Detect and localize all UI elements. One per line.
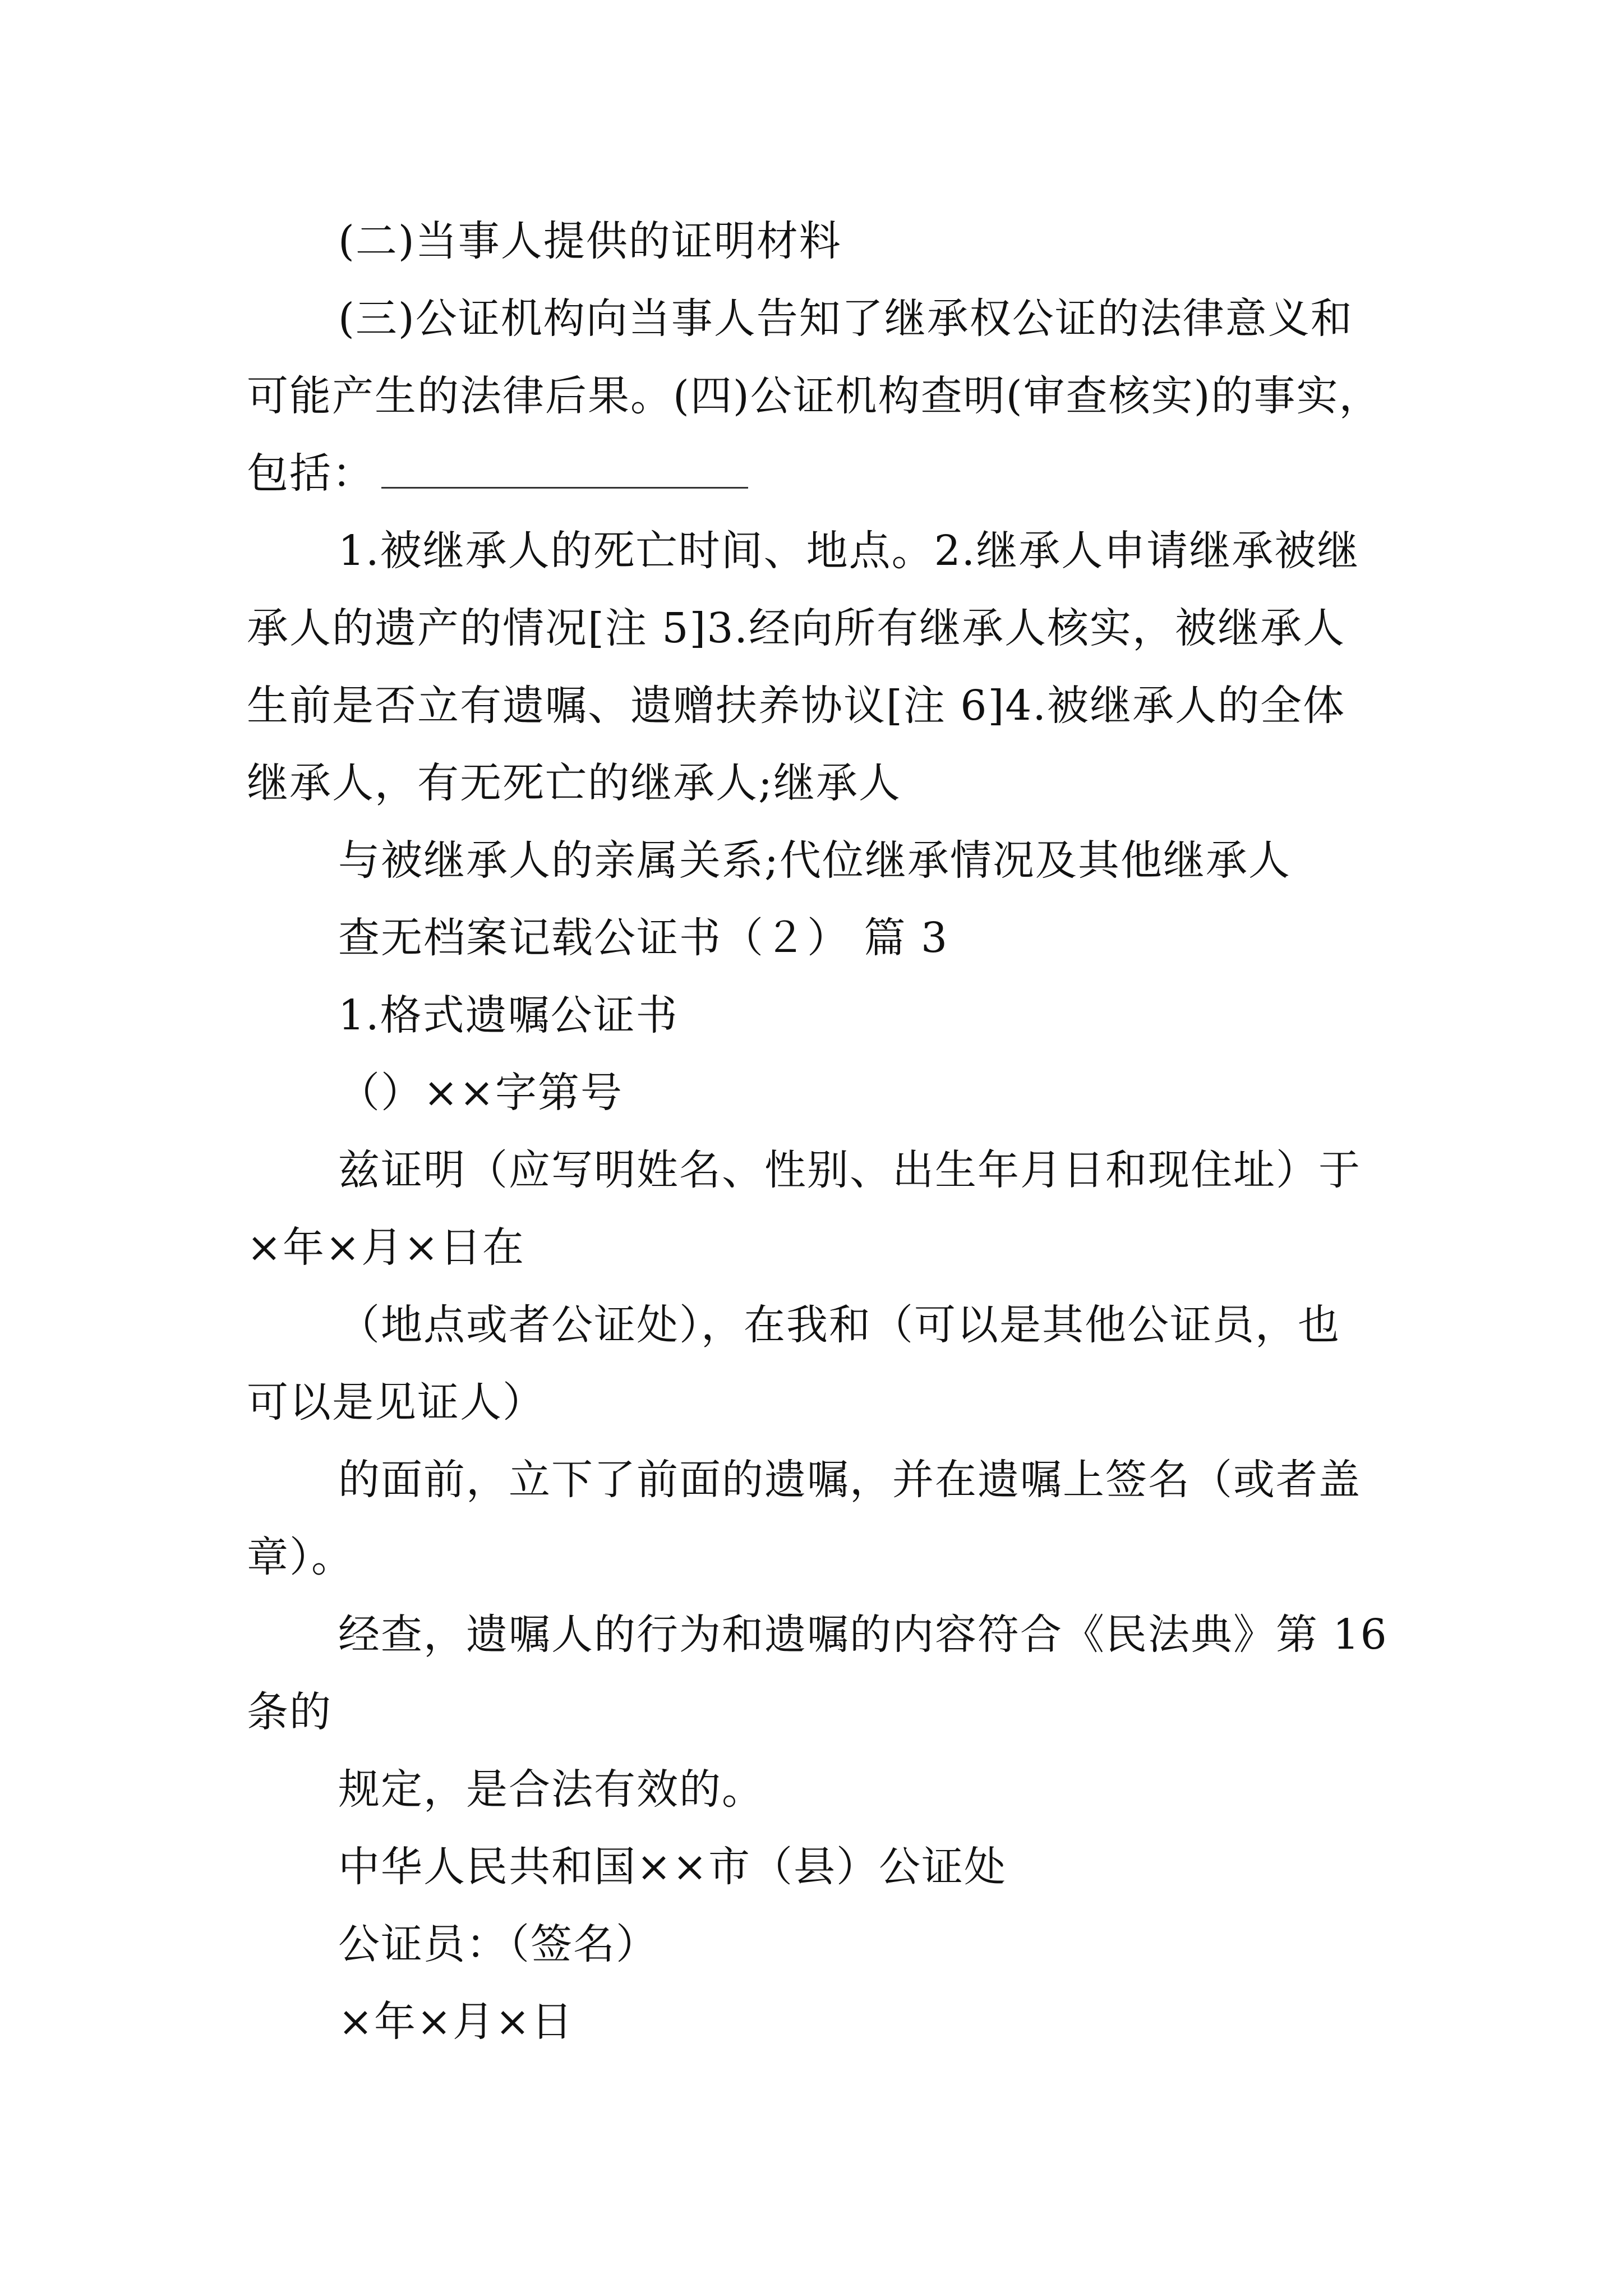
text-line: 与被继承人的亲属关系;代位继承情况及其他继承人 <box>338 836 1291 885</box>
fill-in-blank-line <box>381 487 748 489</box>
notary-office-line: 中华人民共和国××市（县）公证处 <box>338 1843 1007 1891</box>
text-line: 的面前，立下了前面的遗嘱，并在遗嘱上签名（或者盖 <box>338 1456 1361 1504</box>
text-line: 章）。 <box>247 1533 354 1581</box>
text-line: 可能产生的法律后果。(四)公证机构查明(审查核实)的事实， <box>247 372 1382 420</box>
text-line: 继承人，有无死亡的继承人;继承人 <box>247 759 901 807</box>
text-line: ×年×月×日在 <box>247 1223 525 1272</box>
section-heading: 查无档案记载公证书（２） 篇 3 <box>338 914 949 962</box>
text-line: 兹证明（应写明姓名、性别、出生年月日和现住址）于 <box>338 1146 1361 1194</box>
text-line: 经查，遗嘱人的行为和遗嘱的内容符合《民法典》第 16 <box>338 1611 1388 1659</box>
text-line: （地点或者公证处），在我和（可以是其他公证员，也 <box>338 1301 1340 1349</box>
text-line: （）××字第号 <box>338 1069 624 1117</box>
text-line: (二)当事人提供的证明材料 <box>338 217 842 265</box>
date-line: ×年×月×日 <box>338 1998 574 2046</box>
notary-signature-line: 公证员：（签名） <box>338 1920 658 1968</box>
text-line: 1.格式遗嘱公证书 <box>338 991 679 1039</box>
text-line: 承人的遗产的情况[注 5]3.经向所有继承人核实，被继承人 <box>247 604 1345 652</box>
text-line: 条的 <box>247 1688 332 1736</box>
text-line: 规定，是合法有效的。 <box>338 1765 764 1814</box>
text-line: 可以是见证人） <box>247 1378 545 1427</box>
text-line: 包括： <box>247 449 375 498</box>
text-line: (三)公证机构向当事人告知了继承权公证的法律意义和 <box>338 295 1353 343</box>
text-line: 1.被继承人的死亡时间、地点。2.继承人申请继承被继 <box>338 527 1360 575</box>
text-line: 生前是否立有遗嘱、遗赠扶养协议[注 6]4.被继承人的全体 <box>247 682 1345 730</box>
